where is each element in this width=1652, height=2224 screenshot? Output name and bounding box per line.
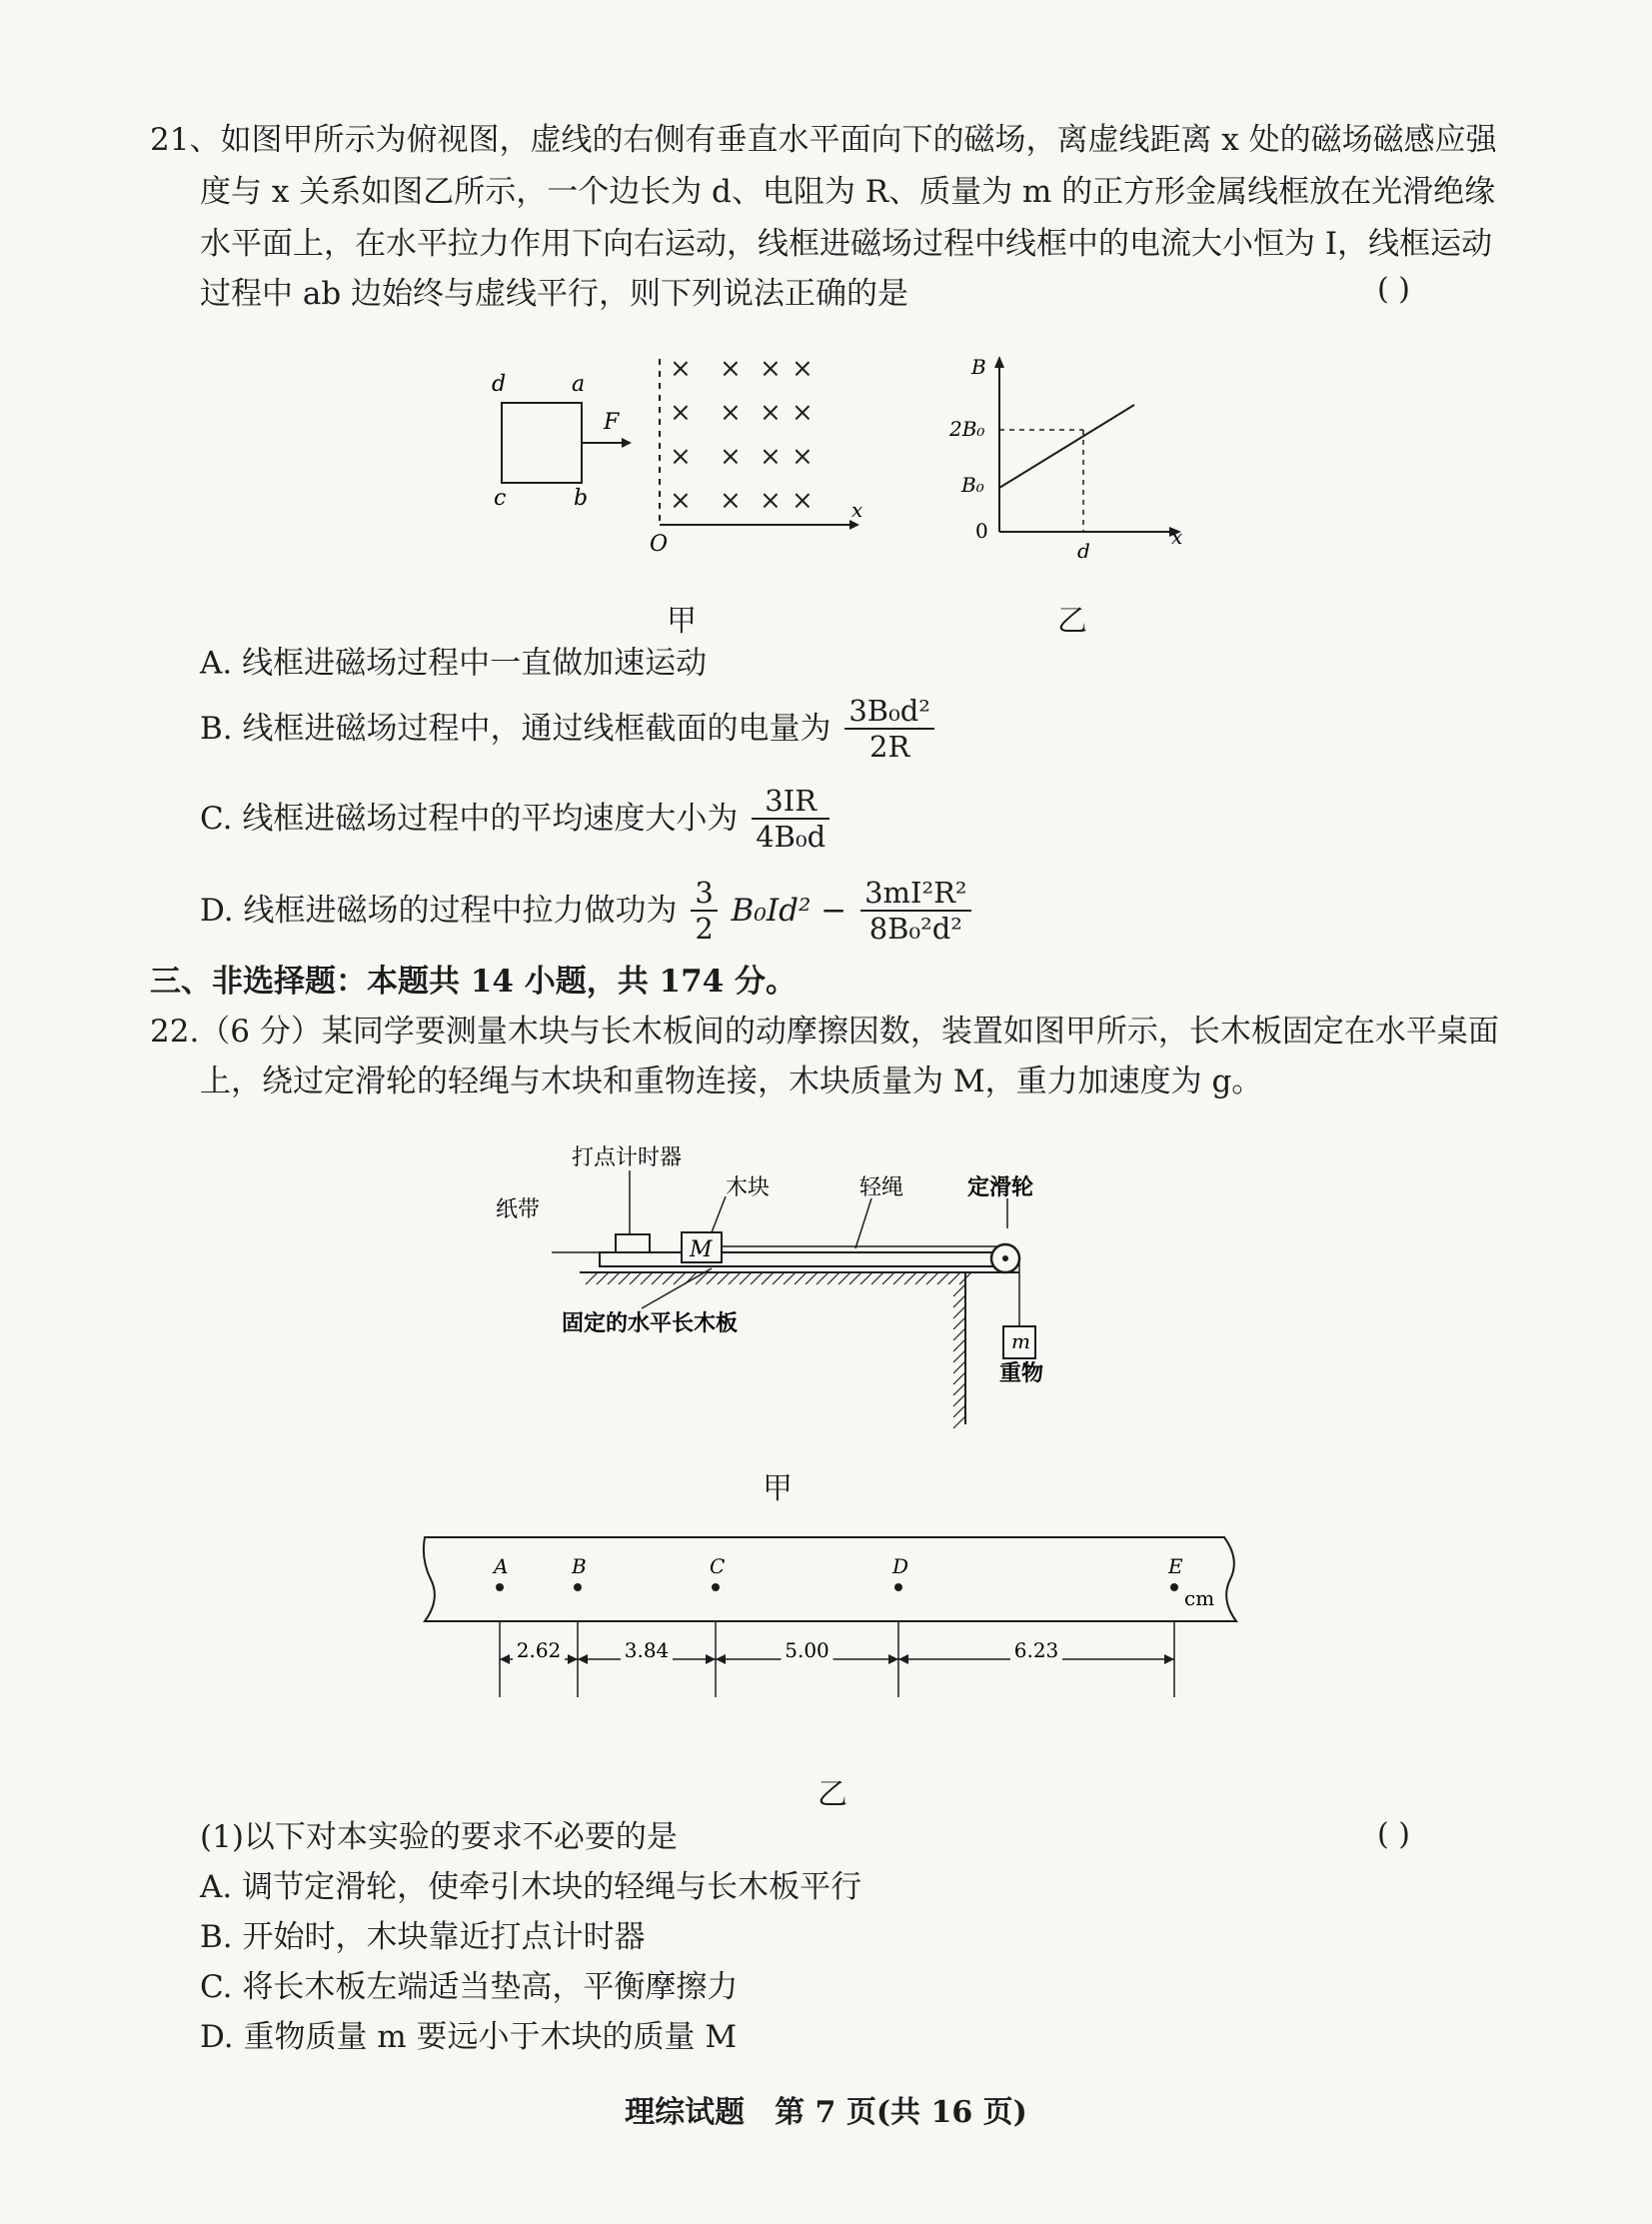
q21-figure-jia <box>480 355 939 555</box>
dimension-arrow-left <box>898 1654 908 1664</box>
option-d-text: D. 线框进磁场的过程中拉力做功为 <box>200 893 678 929</box>
hatch-stroke <box>707 1272 719 1284</box>
y-axis-label: B <box>971 355 986 379</box>
q21-caption-jia: 甲 <box>667 604 697 639</box>
timer-body <box>616 1234 650 1252</box>
hatch-stroke <box>953 1328 965 1340</box>
q21-option-b <box>200 694 938 764</box>
option-d-fraction-2 <box>860 876 971 946</box>
hatch-stroke <box>953 1317 965 1329</box>
q22-caption-yi: 乙 <box>818 1777 847 1812</box>
hatch-stroke <box>784 1272 796 1284</box>
board-label: 固定的水平长木板 <box>562 1310 739 1336</box>
field-mark: × <box>720 442 742 472</box>
option-c-text: C. 线框进磁场过程中的平均速度大小为 <box>200 801 739 837</box>
board-leader <box>642 1268 712 1308</box>
q21-line-3: 水平面上，在水平拉力作用下向右运动，线框进磁场过程中线框中的电流大小恒为 I，线框运动 <box>200 226 1493 262</box>
corner-b-label: b <box>574 486 589 511</box>
hatch-stroke <box>893 1272 905 1284</box>
hatch-stroke <box>641 1272 653 1284</box>
hatch-stroke <box>953 1416 965 1428</box>
hatch-stroke <box>597 1272 609 1284</box>
page-footer: 理综试题 第 7 页(共 16 页) <box>625 2095 1027 2130</box>
hatch-stroke <box>937 1272 949 1284</box>
tick-d-label: d <box>1077 539 1090 560</box>
weight-mass-label: m <box>1011 1329 1030 1353</box>
option-b-denominator: 2R <box>869 730 910 764</box>
tape-marks <box>492 1554 1183 1697</box>
origin-label: O <box>650 532 669 555</box>
field-mark: × <box>792 355 814 384</box>
q21-line-1: 21、如图甲所示为俯视图，虚线的右侧有垂直水平面向下的磁场，离虚线距离 x 处的磁场磁感应强 <box>150 122 1497 158</box>
field-mark: × <box>720 398 742 428</box>
hatch-stroke <box>740 1272 752 1284</box>
hatch-stroke <box>608 1272 620 1284</box>
block-leader <box>712 1196 726 1232</box>
dimension-arrow-left <box>716 1654 726 1664</box>
option-d-denominator-1: 2 <box>695 912 714 946</box>
hatch-stroke <box>953 1394 965 1406</box>
q22-caption-jia: 甲 <box>763 1471 793 1506</box>
q22-sub1-option-c: C. 将长木板左端适当垫高，平衡摩擦力 <box>200 1969 739 2005</box>
rope-leader <box>855 1198 871 1248</box>
q22-sub1-option-d: D. 重物质量 m 要远小于木块的质量 M <box>200 2019 738 2055</box>
x-axis-label: x <box>1171 525 1183 549</box>
tape-point-label: C <box>710 1554 726 1578</box>
tape-point-label: D <box>892 1554 909 1578</box>
hatch-stroke <box>762 1272 774 1284</box>
option-d-numerator-2: 3mI²R² <box>860 876 971 912</box>
corner-c-label: c <box>494 486 507 511</box>
field-mark: × <box>792 486 814 516</box>
hatch-stroke <box>904 1272 916 1284</box>
hatch-stroke <box>674 1272 686 1284</box>
hatch-stroke <box>773 1272 785 1284</box>
hatch-stroke <box>663 1272 675 1284</box>
hatch-stroke <box>953 1383 965 1395</box>
q21-line-4: 过程中 ab 边始终与虚线平行，则下列说法正确的是 <box>200 276 909 312</box>
q22-tape-figure <box>415 1529 1244 1709</box>
option-d-fraction-1 <box>691 876 717 946</box>
block-label: 木块 <box>726 1175 771 1200</box>
q21-line-2: 度与 x 关系如图乙所示，一个边长为 d、电阻为 R、质量为 m 的正方形金属线框放在光滑绝缘 <box>200 174 1496 210</box>
square-frame <box>502 403 582 483</box>
option-a-text: A. 线框进磁场过程中一直做加速运动 <box>200 645 708 682</box>
q22-sub1-stem: (1)以下对本实验的要求不必要的是 <box>200 1819 678 1855</box>
tick-b0-label: B₀ <box>961 473 984 497</box>
dimension-arrow-right <box>706 1654 716 1664</box>
hatch-stroke <box>953 1295 965 1307</box>
field-mark: × <box>792 398 814 428</box>
hatch-stroke <box>751 1272 763 1284</box>
hatch-stroke <box>838 1272 850 1284</box>
q22-sub1-paren: ( ) <box>1377 1817 1410 1852</box>
x-axis-label: x <box>851 498 863 522</box>
magnetic-field-marks <box>670 355 814 516</box>
tape-outline <box>424 1537 1236 1621</box>
q21-answer-paren: ( ) <box>1377 272 1410 307</box>
field-mark: × <box>720 355 742 384</box>
field-mark: × <box>760 355 782 384</box>
b-x-line <box>999 405 1134 488</box>
field-mark: × <box>760 486 782 516</box>
q22-sub1-option-b: B. 开始时，木块靠近打点计时器 <box>200 1919 646 1955</box>
hatch-stroke <box>860 1272 872 1284</box>
option-c-numerator: 3IR <box>752 784 829 820</box>
hatch-stroke <box>953 1306 965 1318</box>
q22-line-1: 22.（6 分）某同学要测量木块与长木板间的动摩擦因数，装置如图甲所示，长木板固定在水平桌面 <box>150 1014 1499 1050</box>
segment-length-label: 6.23 <box>1013 1638 1059 1662</box>
option-c-denominator: 4B₀d <box>756 820 826 854</box>
hatch-stroke <box>806 1272 818 1284</box>
hatch-stroke <box>795 1272 807 1284</box>
hatch-stroke <box>630 1272 642 1284</box>
hatch-stroke <box>817 1272 828 1284</box>
tape-unit-label: cm <box>1184 1586 1215 1610</box>
origin-label: 0 <box>975 519 988 543</box>
q21-caption-yi: 乙 <box>1057 604 1087 639</box>
force-label: F <box>604 410 620 435</box>
hatch-stroke <box>915 1272 927 1284</box>
force-arrow-head <box>622 438 632 448</box>
field-mark: × <box>670 398 692 428</box>
option-d-numerator-1: 3 <box>691 876 717 912</box>
option-b-fraction <box>844 694 934 764</box>
hatch-stroke <box>948 1272 960 1284</box>
hatch-stroke <box>729 1272 741 1284</box>
weight-label: 重物 <box>999 1360 1044 1386</box>
dimension-arrow-right <box>1164 1654 1174 1664</box>
table-edge-hatching <box>953 1284 965 1428</box>
field-mark: × <box>670 442 692 472</box>
hatch-stroke <box>953 1405 965 1417</box>
hatch-stroke <box>619 1272 631 1284</box>
field-mark: × <box>760 398 782 428</box>
option-c-fraction <box>752 784 829 854</box>
tape-dot <box>894 1583 902 1591</box>
q22-line-2: 上，绕过定滑轮的轻绳与木块和重物连接，木块质量为 M，重力加速度为 g。 <box>200 1064 1263 1100</box>
timer-label: 打点计时器 <box>572 1145 683 1170</box>
field-mark: × <box>670 355 692 384</box>
pulley-axle <box>1002 1255 1008 1261</box>
hatch-stroke <box>953 1361 965 1373</box>
q21-option-d <box>200 876 975 946</box>
segment-length-label: 3.84 <box>624 1638 670 1662</box>
corner-a-label: a <box>572 372 586 397</box>
hatch-stroke <box>882 1272 894 1284</box>
tape-point-label: B <box>572 1554 587 1578</box>
hatch-stroke <box>953 1350 965 1362</box>
tape-label: 纸带 <box>496 1197 541 1222</box>
q22-apparatus-figure <box>490 1134 1089 1434</box>
hatch-stroke <box>827 1272 839 1284</box>
tape-point-label: E <box>1168 1554 1183 1578</box>
hatch-stroke <box>926 1272 938 1284</box>
dimension-arrow-left <box>500 1654 510 1664</box>
tape-dot <box>496 1583 504 1591</box>
hatch-stroke <box>849 1272 861 1284</box>
option-b-text: B. 线框进磁场过程中，通过线框截面的电量为 <box>200 711 831 747</box>
segment-length-label: 2.62 <box>516 1638 562 1662</box>
long-board <box>600 1252 1007 1266</box>
hatch-stroke <box>953 1372 965 1384</box>
section-3-heading: 三、非选择题：本题共 14 小题，共 174 分。 <box>150 964 798 1000</box>
dimension-arrow-right <box>888 1654 898 1664</box>
q21-option-a <box>200 642 707 684</box>
tick-2b0-label: 2B₀ <box>949 417 985 441</box>
dimension-arrow-right <box>568 1654 578 1664</box>
y-axis-arrow <box>994 356 1004 368</box>
hatch-stroke <box>652 1272 664 1284</box>
hatch-stroke <box>586 1272 598 1284</box>
pulley-label: 定滑轮 <box>967 1174 1034 1200</box>
option-d-middle: B₀Id² − <box>731 893 847 929</box>
tape-point-label: A <box>494 1554 509 1578</box>
hatch-stroke <box>953 1284 965 1296</box>
block-mass-label: M <box>690 1237 713 1262</box>
corner-d-label: d <box>492 372 507 397</box>
field-mark: × <box>792 442 814 472</box>
q21-option-c <box>200 784 833 854</box>
field-mark: × <box>670 486 692 516</box>
option-d-denominator-2: 8B₀²d² <box>868 912 962 946</box>
option-b-numerator: 3B₀d² <box>844 694 934 730</box>
dimension-arrow-left <box>578 1654 588 1664</box>
tape-dot <box>574 1583 582 1591</box>
field-mark: × <box>760 442 782 472</box>
hatch-stroke <box>718 1272 730 1284</box>
tape-dot <box>712 1583 720 1591</box>
rope-label: 轻绳 <box>859 1175 904 1200</box>
tape-dot <box>1170 1583 1178 1591</box>
table-hatching <box>586 1272 971 1284</box>
segment-length-label: 5.00 <box>785 1638 829 1662</box>
hatch-stroke <box>953 1339 965 1351</box>
q22-sub1-option-a: A. 调节定滑轮，使牵引木块的轻绳与长木板平行 <box>200 1869 862 1905</box>
hatch-stroke <box>871 1272 883 1284</box>
q21-figure-yi <box>939 350 1199 560</box>
field-mark: × <box>720 486 742 516</box>
